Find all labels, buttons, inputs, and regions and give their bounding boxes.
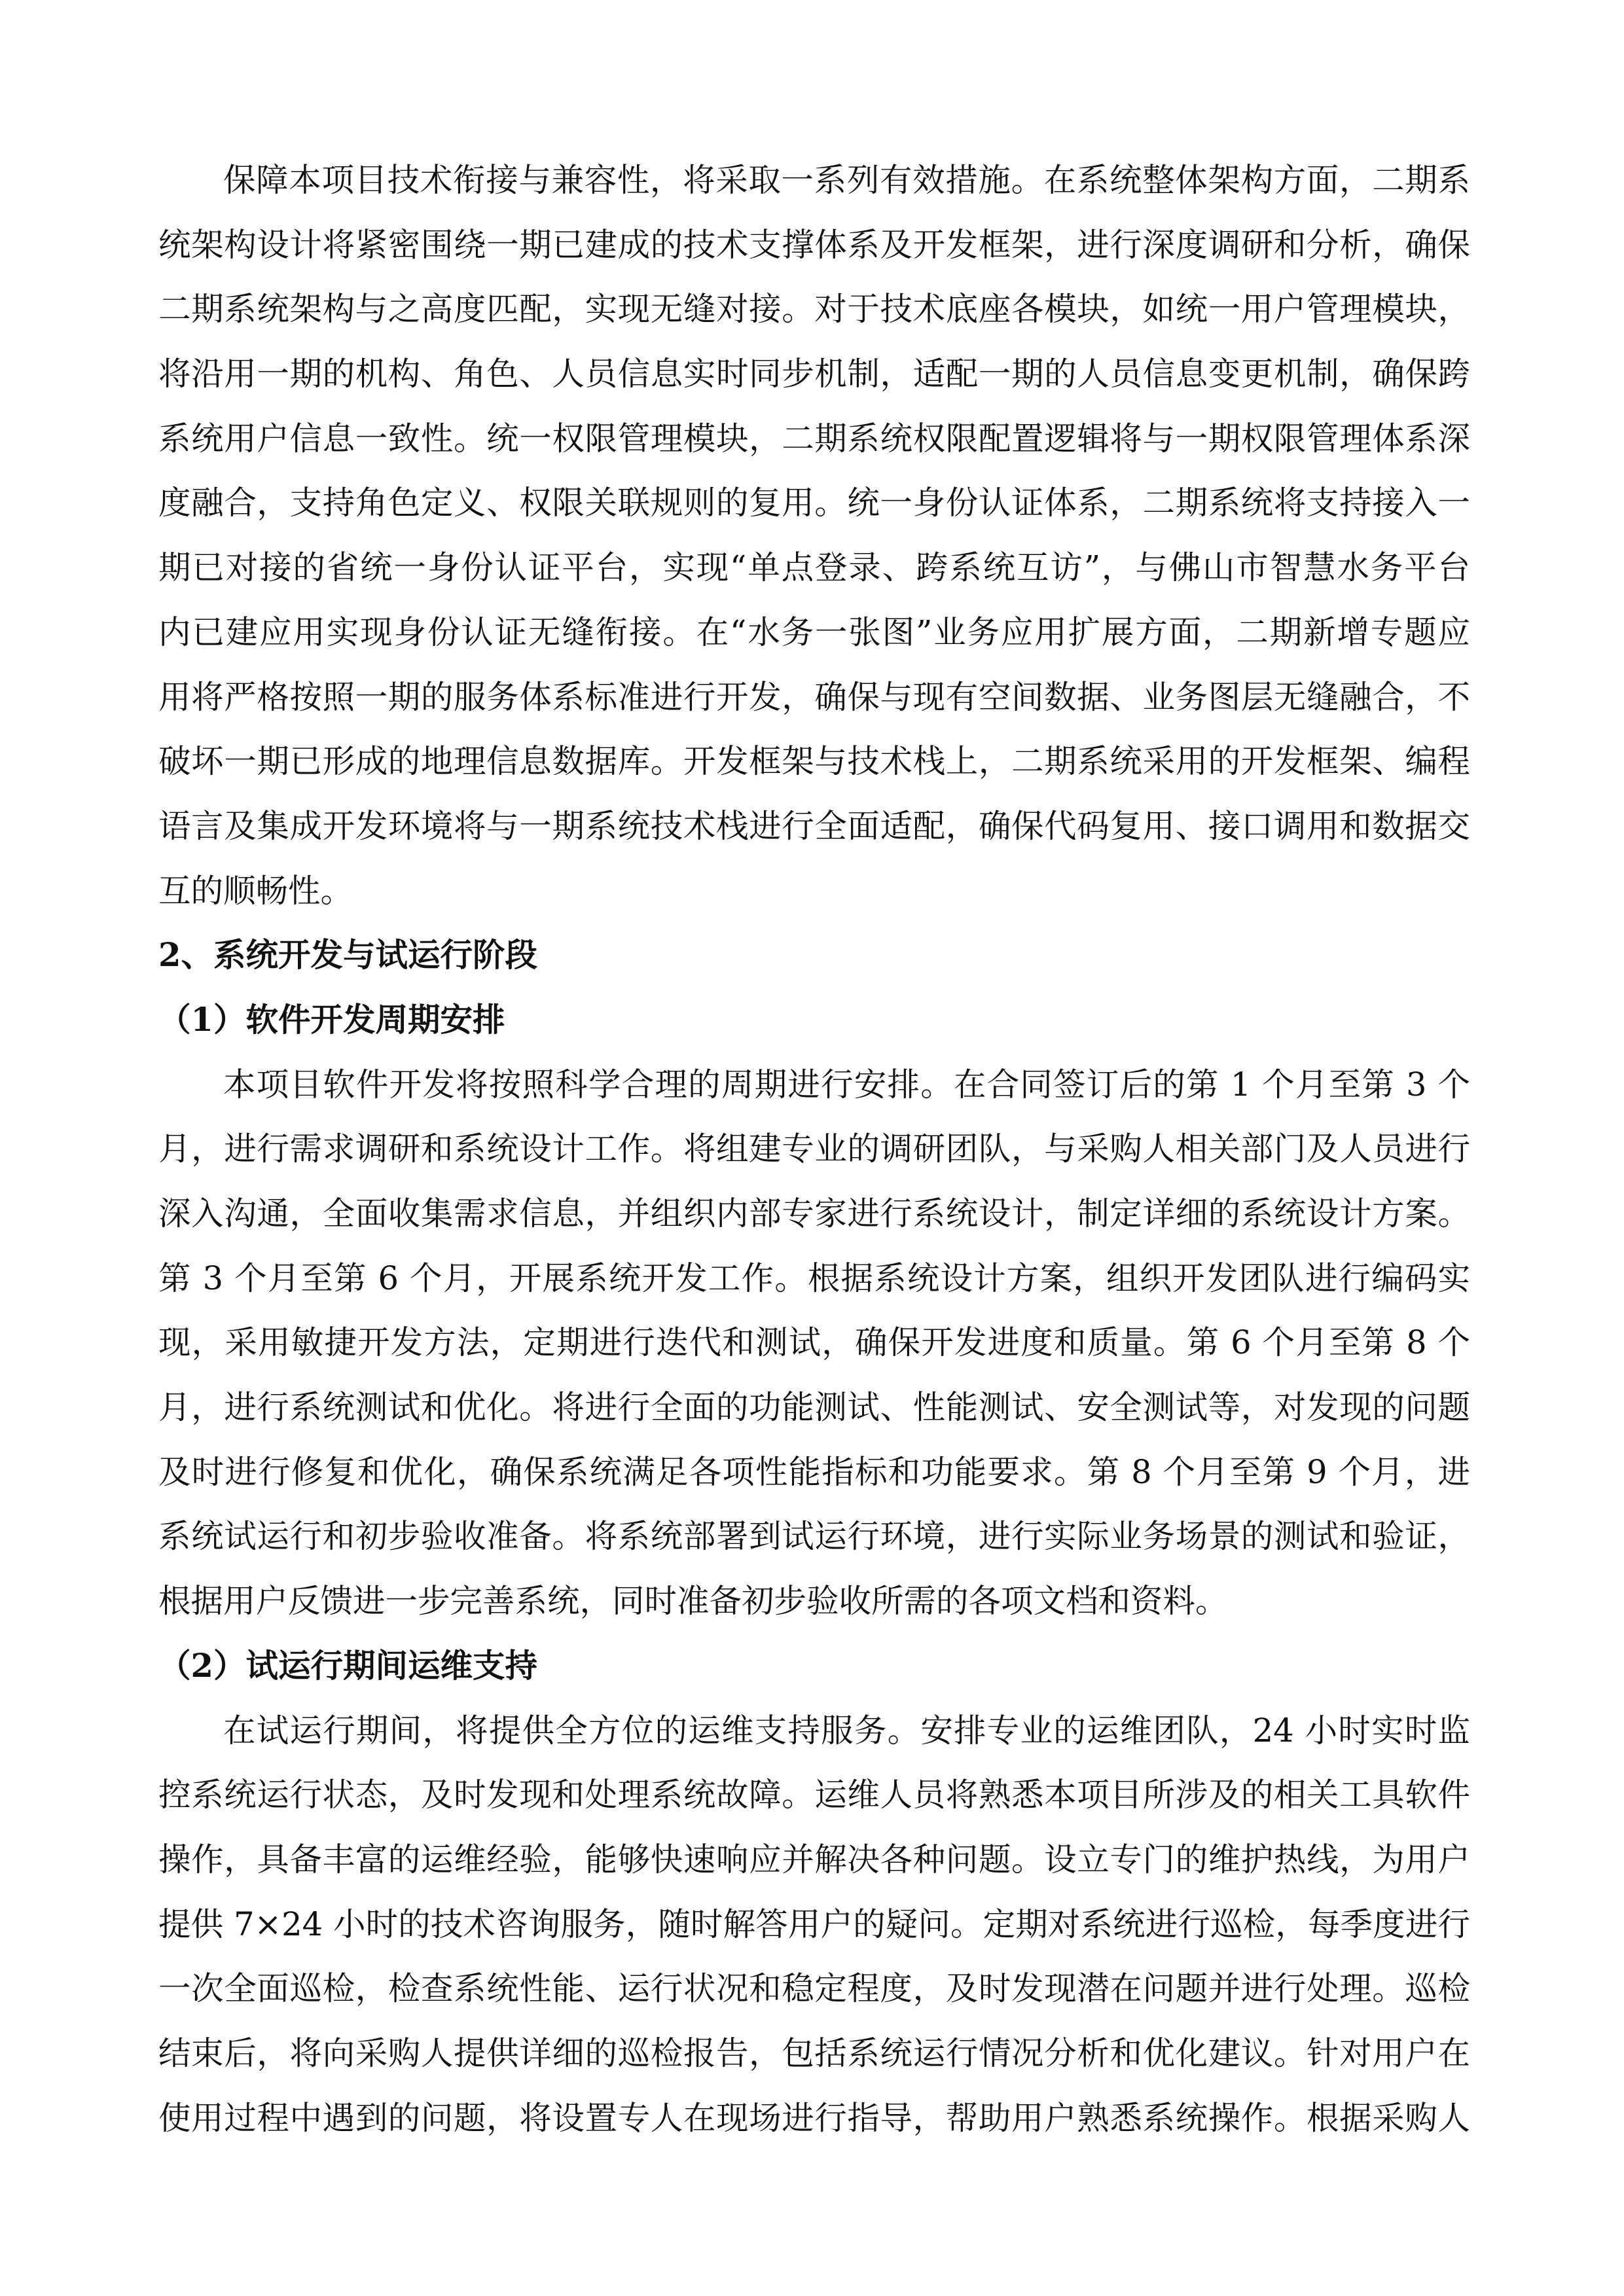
- body-paragraph: [158, 1052, 1470, 1634]
- paragraph-line: 第 3 个月至第 6 个月，开展系统开发工作。根据系统设计方案，组织开发团队进行编码实: [158, 1259, 1470, 1297]
- paragraph-line: 现，采用敏捷开发方法，定期进行迭代和测试，确保开发进度和质量。第 6 个月至第 8 个: [158, 1323, 1470, 1362]
- paragraph-line: 使用过程中遇到的问题，将设置专人在现场进行指导，帮助用户熟悉系统操作。根据采购人: [158, 2098, 1470, 2137]
- paragraph-line: 保障本项目技术衔接与兼容性，将采取一系列有效措施。在系统整体架构方面，二期系: [223, 161, 1470, 199]
- paragraph-line: 控系统运行状态，及时发现和处理系统故障。运维人员将熟悉本项目所涉及的相关工具软件: [158, 1776, 1470, 1814]
- paragraph-line: 语言及集成开发环境将与一期系统技术栈进行全面适配，确保代码复用、接口调用和数据交: [158, 806, 1470, 845]
- subsection-heading: （1）软件开发周期安排: [158, 1000, 505, 1039]
- paragraph-line: 操作，具备丰富的运维经验，能够快速响应并解决各种问题。设立专门的维护热线，为用户: [158, 1840, 1470, 1878]
- paragraph-line: 结束后，将向采购人提供详细的巡检报告，包括系统运行情况分析和优化建议。针对用户在: [158, 2034, 1470, 2072]
- body-paragraph: [158, 1698, 1470, 2151]
- page-content: [158, 148, 1470, 2150]
- paragraph-line: 月，进行系统测试和优化。将进行全面的功能测试、性能测试、安全测试等，对发现的问题: [158, 1388, 1470, 1427]
- paragraph-line: 度融合，支持角色定义、权限关联规则的复用。统一身份认证体系，二期系统将支持接入一: [158, 484, 1470, 522]
- paragraph-line: 及时进行修复和优化，确保系统满足各项性能指标和功能要求。第 8 个月至第 9 个月，进: [158, 1452, 1470, 1491]
- paragraph-line: 提供 7×24 小时的技术咨询服务，随时解答用户的疑问。定期对系统进行巡检，每季度进行: [158, 1905, 1470, 1943]
- paragraph-line: 用将严格按照一期的服务体系标准进行开发，确保与现有空间数据、业务图层无缝融合，不: [158, 677, 1470, 716]
- paragraph-line: 系统用户信息一致性。统一权限管理模块，二期系统权限配置逻辑将与一期权限管理体系深: [158, 419, 1470, 457]
- paragraph-line: 二期系统架构与之高度匹配，实现无缝对接。对于技术底座各模块，如统一用户管理模块，: [158, 290, 1470, 329]
- paragraph-line: 一次全面巡检，检查系统性能、运行状况和稳定程度，及时发现潜在问题并进行处理。巡检: [158, 1969, 1470, 2008]
- paragraph-line: 月，进行需求调研和系统设计工作。将组建专业的调研团队，与采购人相关部门及人员进行: [158, 1130, 1470, 1168]
- section-heading: 2、系统开发与试运行阶段: [158, 936, 537, 975]
- paragraph-line: 根据用户反馈进一步完善系统，同时准备初步验收所需的各项文档和资料。: [158, 1582, 1228, 1621]
- paragraph-line: 深入沟通，全面收集需求信息，并组织内部专家进行系统设计，制定详细的系统设计方案。: [158, 1194, 1470, 1232]
- paragraph-line: 在试运行期间，将提供全方位的运维支持服务。安排专业的运维团队，24 小时实时监: [223, 1711, 1470, 1749]
- subsection-heading: （2）试运行期间运维支持: [158, 1646, 537, 1685]
- body-paragraph: [158, 148, 1470, 923]
- paragraph-line: 系统试运行和初步验收准备。将系统部署到试运行环境，进行实际业务场景的测试和验证，: [158, 1517, 1470, 1556]
- paragraph-line: 统架构设计将紧密围绕一期已建成的技术支撑体系及开发框架，进行深度调研和分析，确保: [158, 225, 1470, 264]
- paragraph-line: 互的顺畅性。: [158, 871, 353, 910]
- paragraph-line: 本项目软件开发将按照科学合理的周期进行安排。在合同签订后的第 1 个月至第 3 个: [223, 1065, 1470, 1103]
- paragraph-line: 内已建应用实现身份认证无缝衔接。在“水务一张图”业务应用扩展方面，二期新增专题应: [158, 613, 1470, 651]
- paragraph-line: 将沿用一期的机构、角色、人员信息实时同步机制，适配一期的人员信息变更机制，确保跨: [158, 355, 1470, 393]
- paragraph-line: 期已对接的省统一身份认证平台，实现“单点登录、跨系统互访”，与佛山市智慧水务平台: [158, 548, 1470, 587]
- paragraph-line: 破坏一期已形成的地理信息数据库。开发框架与技术栈上，二期系统采用的开发框架、编程: [158, 742, 1470, 781]
